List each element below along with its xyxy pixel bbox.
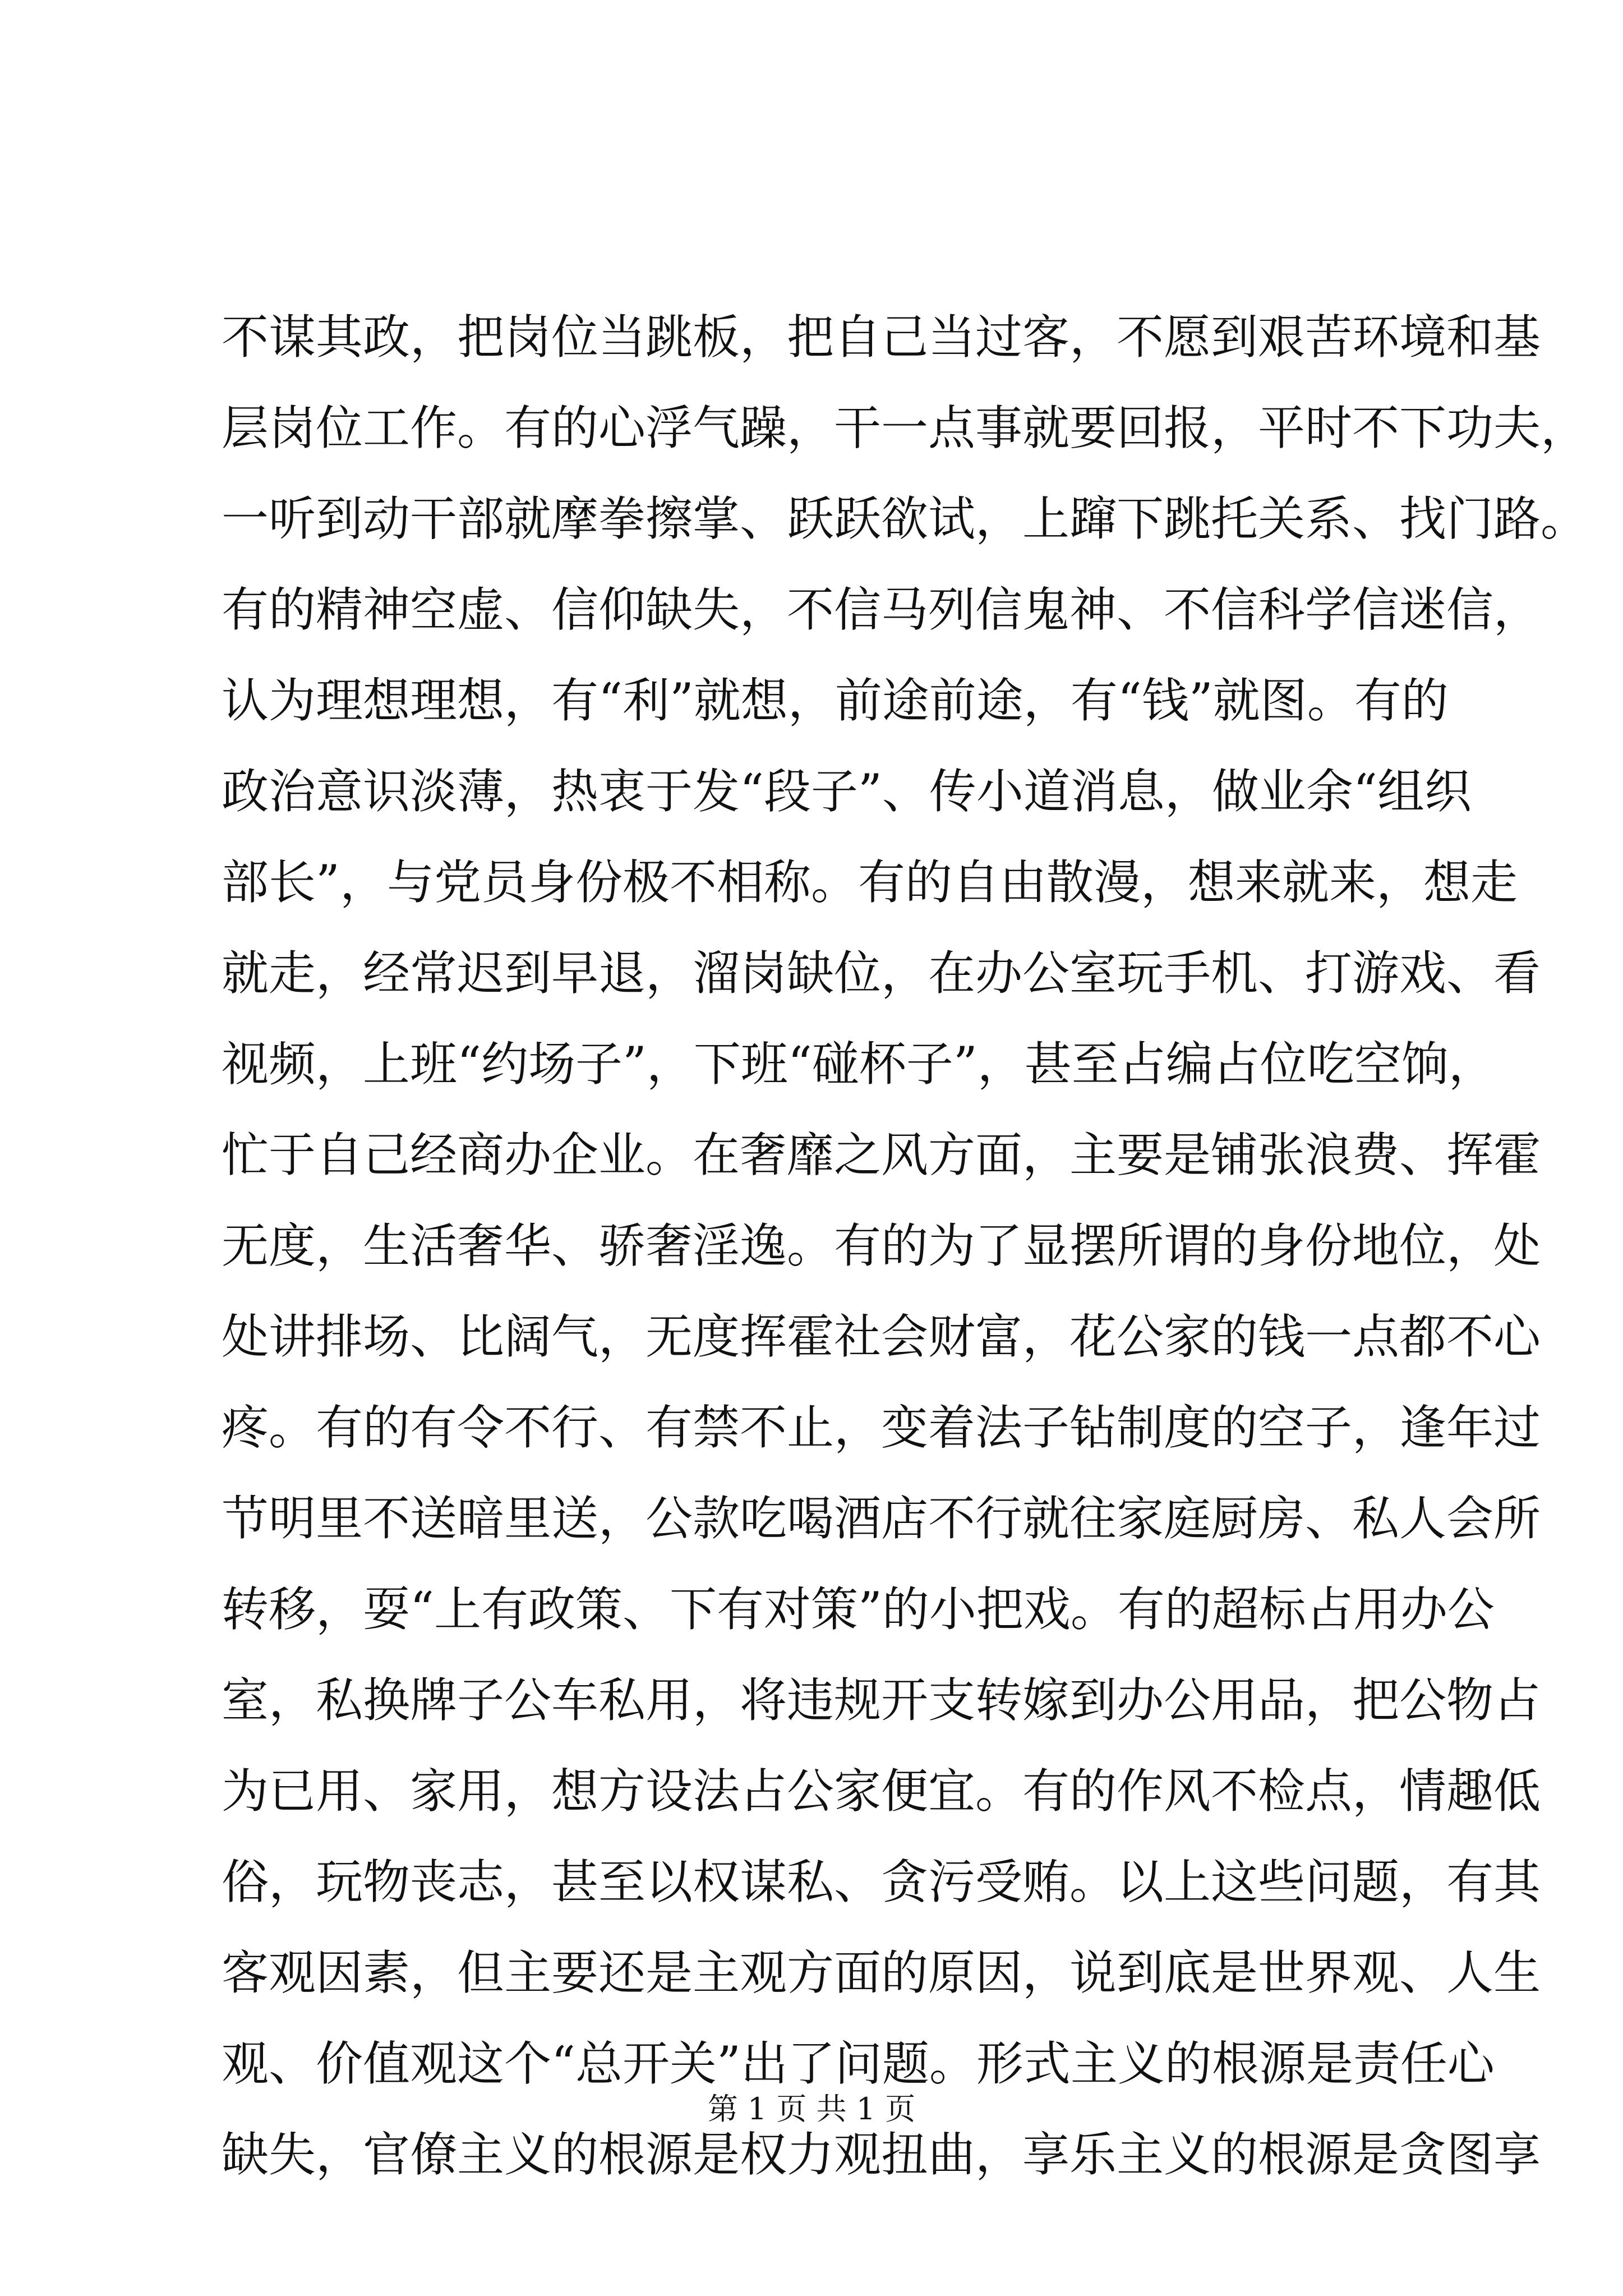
body-text — [222, 292, 1588, 2200]
page-footer: 第 1 页 共 1 页 — [707, 2091, 916, 2127]
text-line: 就走，经常迟到早退，溜岗缺位，在办公室玩手机、打游戏、看 — [222, 946, 1541, 1001]
text-line: 为已用、家用，想方设法占公家便宜。有的作风不检点，情趣低 — [222, 1764, 1541, 1819]
text-line: 节明里不送暗里送，公款吃喝酒店不行就往家庭厨房、私人会所 — [222, 1491, 1541, 1546]
text-line: 一听到动干部就摩拳擦掌、跃跃欲试，上蹿下跳托关系、找门路。 — [222, 491, 1588, 546]
text-line: 观、价值观这个“总开关”出了问题。形式主义的根源是责任心 — [222, 2036, 1495, 2091]
text-line: 视频，上班“约场子”，下班“碰杯子”，甚至占编占位吃空饷， — [222, 1037, 1496, 1092]
text-line: 处讲排场、比阔气，无度挥霍社会财富，花公家的钱一点都不心 — [222, 1309, 1541, 1364]
text-line: 缺失，官僚主义的根源是权力观扭曲，享乐主义的根源是贪图享 — [222, 2127, 1541, 2182]
text-line: 忙于自己经商办企业。在奢靡之风方面，主要是铺张浪费、挥霍 — [222, 1128, 1541, 1182]
text-line: 政治意识淡薄，热衷于发“段子”、传小道消息，做业余“组织 — [222, 764, 1472, 819]
text-line: 部长”，与党员身份极不相称。有的自由散漫，想来就来，想走 — [222, 855, 1518, 910]
text-line: 有的精神空虚、信仰缺失，不信马列信鬼神、不信科学信迷信， — [222, 582, 1541, 637]
text-line: 无度，生活奢华、骄奢淫逸。有的为了显摆所谓的身份地位，处 — [222, 1218, 1541, 1273]
text-line: 不谋其政，把岗位当跳板，把自己当过客，不愿到艰苦环境和基 — [222, 310, 1541, 365]
text-line: 转移，耍“上有政策、下有对策”的小把戏。有的超标占用办公 — [222, 1582, 1495, 1637]
text-line: 客观因素，但主要还是主观方面的原因，说到底是世界观、人生 — [222, 1945, 1541, 2000]
text-line: 疼。有的有令不行、有禁不止，变着法子钻制度的空子，逢年过 — [222, 1400, 1541, 1455]
text-line: 室，私换牌子公车私用，将违规开支转嫁到办公用品，把公物占 — [222, 1673, 1541, 1728]
text-line: 认为理想理想，有“利”就想，前途前途，有“钱”就图。有的 — [222, 673, 1449, 728]
text-line: 层岗位工作。有的心浮气躁，干一点事就要回报，平时不下功夫， — [222, 401, 1588, 455]
text-line: 俗，玩物丧志，甚至以权谋私、贪污受贿。以上这些问题，有其 — [222, 1855, 1541, 1910]
